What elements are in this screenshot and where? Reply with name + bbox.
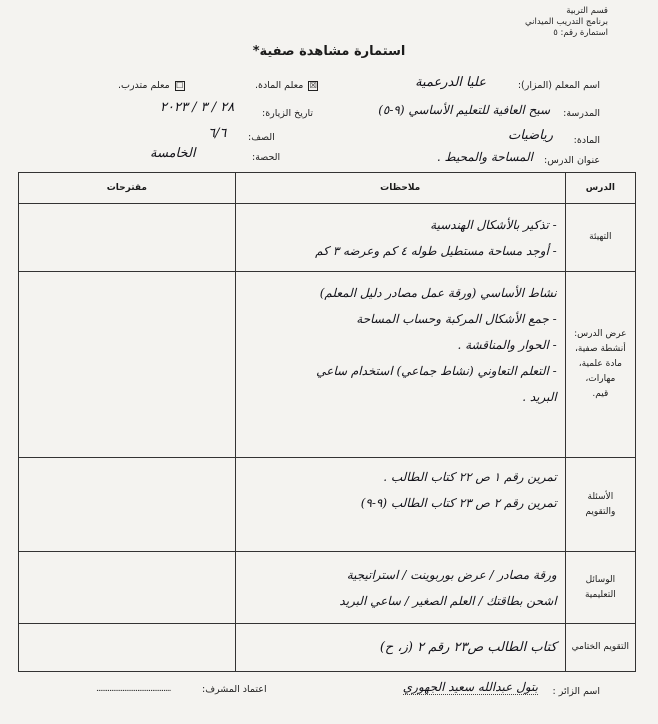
section-line: التهيئة xyxy=(589,232,612,242)
section-line: والتقويم xyxy=(585,506,616,517)
subject-teacher-option xyxy=(255,80,318,91)
note-line: اشحن بطاقتك / العلم الصغير / ساعي البريد xyxy=(339,593,557,608)
note-line: تمرين رقم ١ ص ٢٢ كتاب الطالب . xyxy=(383,470,557,484)
note-line: - الحوار والمناقشة . xyxy=(457,338,557,352)
table-row xyxy=(19,204,636,272)
supervisor-label: اعتماد المشرف: xyxy=(202,684,267,695)
notes-cell xyxy=(235,624,565,672)
suggestions-cell xyxy=(19,552,236,624)
note-line: تمرين رقم ٢ ص ٢٣ كتاب الطالب (٩-٩) xyxy=(360,496,557,510)
section-line: عرض الدرس: xyxy=(574,329,627,339)
trainee-label: معلم متدرب. xyxy=(118,80,170,91)
header-notes: ملاحظات xyxy=(235,173,565,204)
table-row xyxy=(19,552,636,624)
department-text: قسم التربية xyxy=(566,6,608,16)
supervisor-dots: ........................................ xyxy=(96,684,171,694)
notes-cell xyxy=(235,204,565,272)
section-line: مهارات، xyxy=(585,374,616,384)
lesson-value: المساحة والمحيط . xyxy=(436,150,533,164)
section-line: مادة علمية، xyxy=(578,359,622,369)
lesson-label: عنوان الدرس: xyxy=(544,155,600,166)
visit-date-label: تاريخ الزيارة: xyxy=(262,108,314,119)
note-line: نشاط الأساسي (ورقة عمل مصادر دليل المعلم) xyxy=(319,286,557,300)
header-suggestions: مقترحات xyxy=(19,173,236,204)
note-line: - جمع الأشكال المركبة وحساب المساحة xyxy=(356,312,557,326)
section-line: التقويم الختامي xyxy=(571,642,630,652)
note-line: البريد . xyxy=(522,390,557,404)
header-block xyxy=(468,6,608,39)
notes-cell xyxy=(235,552,565,624)
visit-date-value: ٢٨ / ٣ / ٢٠٢٣ xyxy=(160,100,235,115)
section-line: التعليمية xyxy=(584,589,616,600)
program-text: برنامج التدريب الميداني xyxy=(525,17,608,27)
grade-value: ٦/٦ xyxy=(208,126,227,141)
section-cell xyxy=(565,272,635,458)
teacher-value: عليا الدرعمية xyxy=(415,75,486,90)
school-label: المدرسة: xyxy=(563,108,600,119)
section-cell xyxy=(565,458,635,552)
teacher-label: اسم المعلم (المزار): xyxy=(517,80,600,91)
subject-value: رياضيات xyxy=(507,128,553,143)
period-value: الخامسة xyxy=(150,146,196,161)
trainee-option xyxy=(118,80,185,91)
section-cell xyxy=(565,552,635,624)
note-line: - تذكير بالأشكال الهندسية xyxy=(430,217,557,232)
school-value: سيح العافية للتعليم الأساسي (٩-٥) xyxy=(378,103,550,117)
notes-cell xyxy=(235,458,565,552)
section-line: أنشطة صفية، xyxy=(574,344,626,354)
checkbox-checked-icon: ☒ xyxy=(309,80,317,90)
subject-label: المادة: xyxy=(573,135,600,146)
form-number-text: استمارة رقم: ٥ xyxy=(553,28,608,38)
section-line: الأسئلة xyxy=(587,491,614,502)
suggestions-cell xyxy=(19,204,236,272)
table-header-row xyxy=(19,173,636,204)
suggestions-cell xyxy=(19,458,236,552)
observation-table xyxy=(18,172,636,672)
checkbox-empty-icon: ☐ xyxy=(176,80,184,90)
visitor-label: اسم الزائر : xyxy=(552,686,600,697)
note-line: - أوجد مساحة مستطيل طوله ٤ كم وعرضه ٣ كم xyxy=(315,243,557,258)
table-row xyxy=(19,272,636,458)
table-row xyxy=(19,458,636,552)
period-label: الحصة: xyxy=(252,152,281,163)
notes-cell xyxy=(235,272,565,458)
section-line: الوسائل xyxy=(585,574,616,585)
section-line: قيم. xyxy=(592,389,609,399)
visitor-signature: بتول عبدالله سعيد الجهوري xyxy=(402,680,538,694)
subject-teacher-label: معلم المادة. xyxy=(255,80,304,91)
section-cell xyxy=(565,204,635,272)
note-line: ورقة مصادر / عرض بوربوينت / استراتيجية xyxy=(346,567,557,582)
suggestions-cell xyxy=(19,272,236,458)
grade-label: الصف: xyxy=(248,132,275,143)
page-title: استمارة مشاهدة صفية* xyxy=(252,44,406,59)
note-line: - التعلم التعاوني (نشاط جماعي) استخدام ساعي xyxy=(316,364,557,378)
table-row xyxy=(19,624,636,672)
header-lesson: الدرس xyxy=(565,173,635,204)
note-line: كتاب الطالب ص٢٣ رقم ٢ (ز، ح) xyxy=(379,639,557,655)
suggestions-cell xyxy=(19,624,236,672)
section-cell xyxy=(565,624,635,672)
